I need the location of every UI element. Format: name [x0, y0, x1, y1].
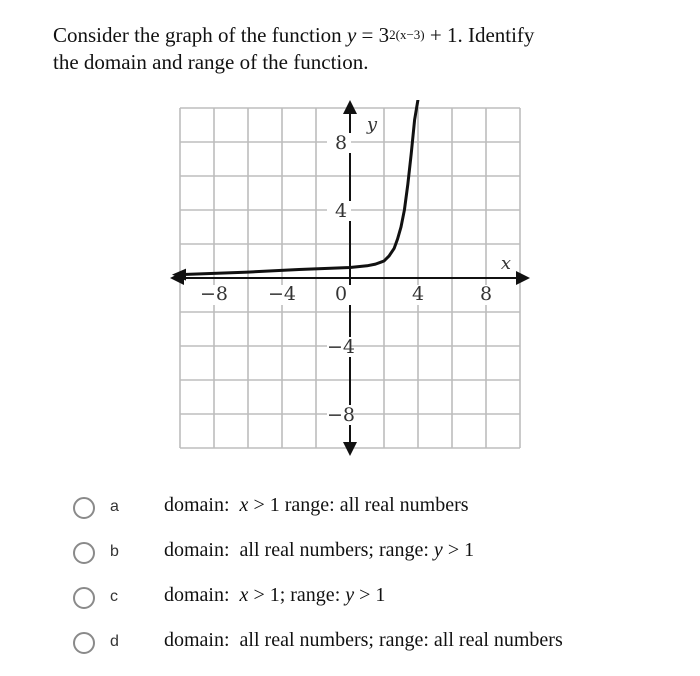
option-a-text [164, 494, 469, 517]
option-a-cond: > 1 range: all real numbers [248, 494, 469, 516]
question-text [53, 22, 663, 76]
option-c-radio[interactable] [73, 587, 95, 609]
y-tick-label: 4 [334, 200, 348, 222]
option-c-var2: y [345, 584, 355, 606]
option-c-letter: c [110, 588, 118, 605]
x-tick-label: 4 [411, 283, 425, 305]
option-a-letter: a [110, 498, 119, 515]
option-b-radio[interactable] [73, 542, 95, 564]
function-curve [180, 100, 418, 275]
x-tick-label: 8 [479, 283, 493, 305]
question-plus-one: + 1. [429, 23, 463, 47]
option-c-var: x [239, 584, 249, 606]
option-b-letter: b [110, 543, 119, 560]
x-axis-arrow-right [516, 271, 530, 285]
option-d-cond: all real numbers; range: all real numbers [239, 629, 563, 651]
question-prefix: Consider the graph of the function [53, 23, 342, 47]
option-d-letter: d [110, 633, 119, 650]
y-axis-arrow-down [343, 442, 357, 456]
option-a-radio[interactable] [73, 497, 95, 519]
option-c-cond: > 1; range: [248, 584, 346, 606]
question-y-var: y [346, 23, 357, 47]
option-a-var: x [239, 494, 249, 516]
option-b-var2: y [433, 539, 443, 561]
graph-axes [170, 100, 530, 456]
option-b-text [164, 539, 474, 562]
y-tick-label: −8 [326, 404, 356, 426]
option-c[interactable] [0, 580, 700, 620]
option-b-label: domain: [164, 539, 230, 561]
question-identify: Identify [467, 23, 535, 47]
y-tick-label: 8 [334, 132, 348, 154]
x-tick-label: −4 [267, 283, 297, 305]
question-line2: the domain and range of the function. [53, 50, 369, 74]
x-tick-label: 0 [334, 283, 348, 305]
graph-curve [172, 100, 418, 281]
option-a[interactable] [0, 490, 700, 530]
x-tick-label: −8 [199, 283, 229, 305]
option-a-label: domain: [164, 494, 230, 516]
option-d-radio[interactable] [73, 632, 95, 654]
y-axis-arrow-up [343, 100, 357, 114]
option-d-text [164, 629, 563, 652]
y-tick-label: −4 [326, 336, 356, 358]
option-b[interactable] [0, 535, 700, 575]
option-b-cond: all real numbers; range: [239, 539, 434, 561]
y-axis-label: y [366, 114, 378, 135]
option-d-label: domain: [164, 629, 230, 651]
option-c-cond2: > 1 [354, 584, 386, 606]
question-equals: = [361, 23, 374, 47]
option-c-label: domain: [164, 584, 230, 606]
option-d[interactable] [0, 625, 700, 665]
option-c-text [164, 584, 385, 607]
x-axis-label: x [500, 253, 512, 274]
question-base: 3 [378, 23, 390, 47]
option-b-cond2: > 1 [442, 539, 475, 561]
question-exponent: 2(x−3) [389, 27, 425, 42]
function-graph [170, 100, 530, 460]
